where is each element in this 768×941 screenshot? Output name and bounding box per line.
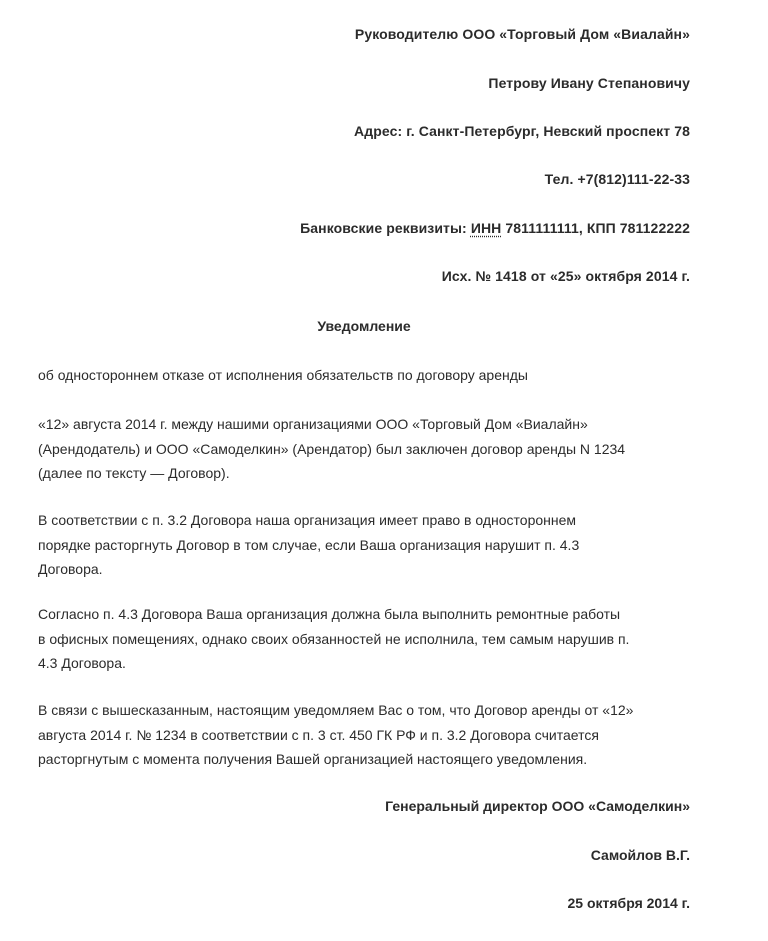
recipient-name: Петрову Ивану Степановичу <box>488 75 690 91</box>
paragraph-3-line-2: в офисных помещениях, однако своих обязанностей не исполнила, тем самым нарушив п. <box>38 630 630 647</box>
outgoing-number: Исх. № 1418 от «25» октября 2014 г. <box>441 268 690 284</box>
phone-line: Тел. +7(812)111-22-33 <box>544 171 690 187</box>
bank-details-line <box>300 220 690 236</box>
paragraph-3-line-3: 4.3 Договора. <box>38 655 126 671</box>
bank-prefix: Банковские реквизиты: <box>300 220 471 236</box>
address-line: Адрес: г. Санкт-Петербург, Невский проспект 78 <box>354 123 690 139</box>
paragraph-3-line-1: Согласно п. 4.3 Договора Ваша организация должна была выполнить ремонтные работы <box>38 606 621 622</box>
signatory-position: Генеральный директор ООО «Самоделкин» <box>385 798 690 814</box>
subject-line: об одностороннем отказе от исполнения обязательств по договору аренды <box>38 367 528 383</box>
paragraph-4 <box>38 698 698 772</box>
paragraph-1 <box>38 412 698 486</box>
paragraph-1-line-2: (Арендодатель) и ООО «Самоделкин» (Арендатор) был заключен договор аренды N 1234 <box>38 440 626 457</box>
paragraph-2-line-2: порядке расторгнуть Договор в том случае, если Ваша организация нарушит п. 4.3 <box>38 536 580 553</box>
bank-inn: ИНН <box>470 220 502 236</box>
signatory-name: Самойлов В.Г. <box>590 847 690 863</box>
paragraph-3 <box>38 602 698 676</box>
paragraph-2-line-3: Договора. <box>38 561 103 577</box>
signature-date: 25 октября 2014 г. <box>567 895 690 911</box>
paragraph-2-line-1: В соответствии с п. 3.2 Договора наша организация имеет право в одностороннем <box>38 512 577 528</box>
recipient-line: Руководителю ООО «Торговый Дом «Виалайн» <box>354 26 690 42</box>
paragraph-4-line-2: августа 2014 г. № 1234 в соответствии с п. 3 ст. 450 ГК РФ и п. 3.2 Договора считается <box>38 726 599 743</box>
paragraph-4-line-3: расторгнутым с момента получения Вашей организацией настоящего уведомления. <box>38 751 588 767</box>
paragraph-2 <box>38 508 698 582</box>
paragraph-1-line-1: «12» августа 2014 г. между нашими организациями ООО «Торговый Дом «Виалайн» <box>38 416 588 432</box>
bank-rest: 7811111111, КПП 781122222 <box>501 220 690 236</box>
document-title: Уведомление <box>317 318 411 334</box>
paragraph-1-line-3: (далее по тексту — Договор). <box>38 465 230 481</box>
paragraph-4-line-1: В связи с вышесказанным, настоящим уведомляем Вас о том, что Договор аренды от «12» <box>38 702 634 718</box>
